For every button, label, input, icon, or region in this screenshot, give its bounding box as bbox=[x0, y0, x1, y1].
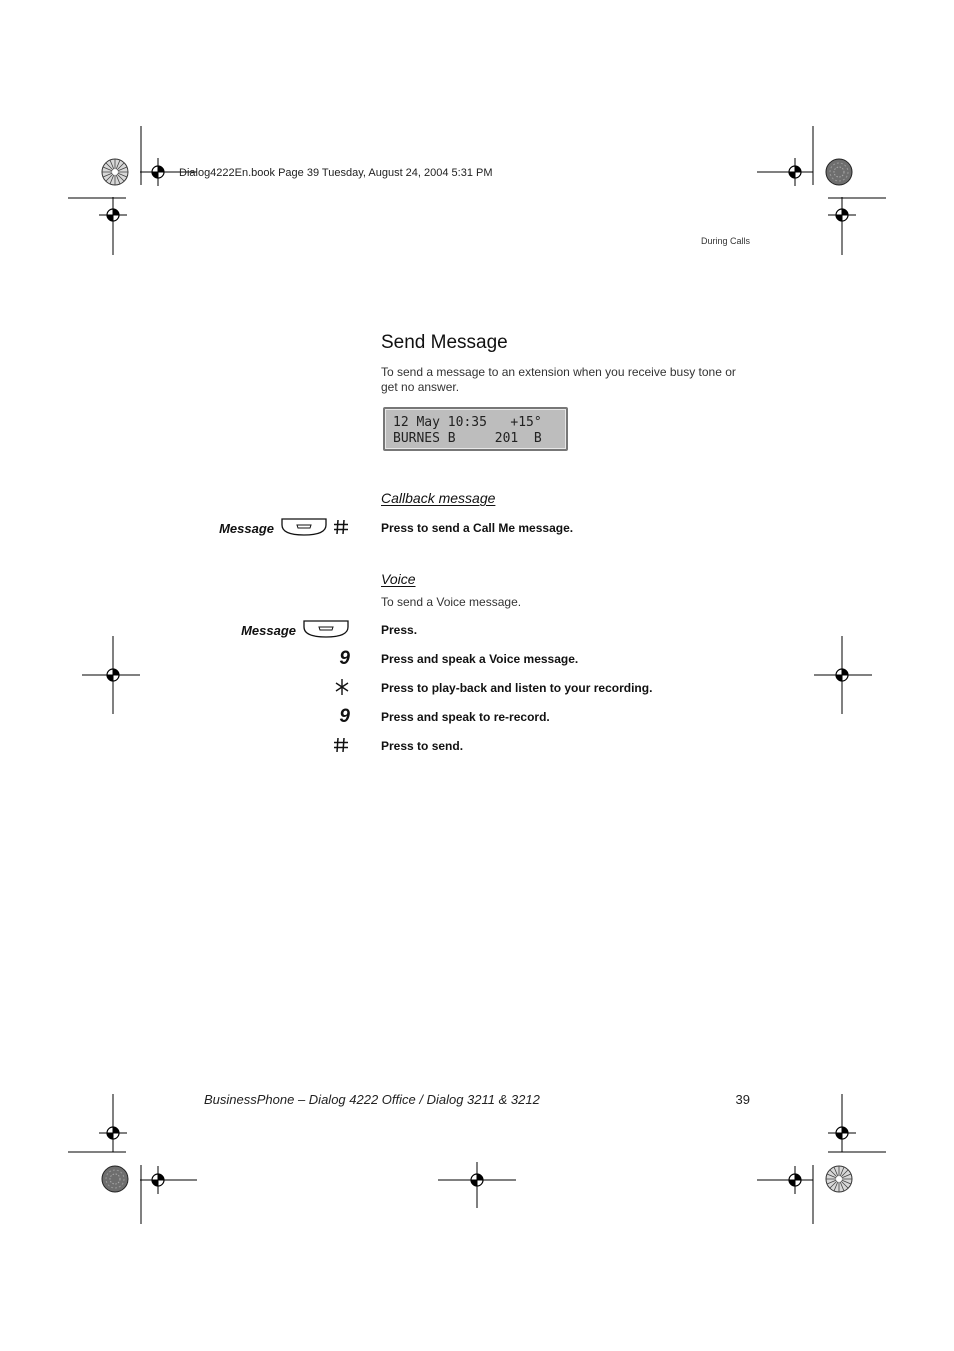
display-line-1: 12 May 10:35 +15° bbox=[393, 415, 542, 430]
nine-key-icon bbox=[336, 706, 352, 724]
voice-message-key-label: Message bbox=[241, 623, 296, 638]
phone-display bbox=[383, 407, 568, 451]
soft-key-icon bbox=[303, 620, 349, 638]
hash-key-icon bbox=[333, 736, 349, 754]
voice-step-1-instruction: Press. bbox=[381, 623, 418, 637]
nine-key-icon bbox=[336, 648, 352, 666]
hash-key-icon bbox=[333, 518, 349, 536]
section-intro: To send a message to an extension when you receive busy tone or get no answer. bbox=[381, 365, 736, 394]
running-head: During Calls bbox=[700, 236, 750, 246]
soft-key-icon bbox=[281, 518, 327, 536]
message-key-label: Message bbox=[219, 521, 274, 536]
star-key-icon bbox=[334, 678, 350, 696]
voice-step-5-instruction: Press to send. bbox=[381, 739, 464, 753]
voice-step-2-instruction: Press and speak a Voice message. bbox=[381, 652, 579, 666]
svg-text:9: 9 bbox=[339, 706, 350, 724]
page-title: Send Message bbox=[381, 332, 508, 353]
display-line-2: BURNES B 201 B bbox=[393, 431, 542, 446]
footer-title: BusinessPhone – Dialog 4222 Office / Dialog 3211 & 3212 bbox=[204, 1092, 540, 1107]
page-number: 39 bbox=[735, 1092, 750, 1107]
callback-instruction: Press to send a Call Me message. bbox=[381, 521, 574, 535]
voice-heading: Voice bbox=[381, 571, 416, 587]
book-info-header: Dialog4222En.book Page 39 Tuesday, August 24, 2004 5:31 PM bbox=[179, 167, 493, 179]
voice-intro: To send a Voice message. bbox=[381, 595, 522, 609]
callback-heading: Callback message bbox=[381, 490, 496, 506]
voice-step-4-instruction: Press and speak to re-record. bbox=[381, 710, 550, 724]
voice-step-3-instruction: Press to play-back and listen to your recording. bbox=[381, 681, 653, 695]
svg-text:9: 9 bbox=[339, 648, 350, 666]
